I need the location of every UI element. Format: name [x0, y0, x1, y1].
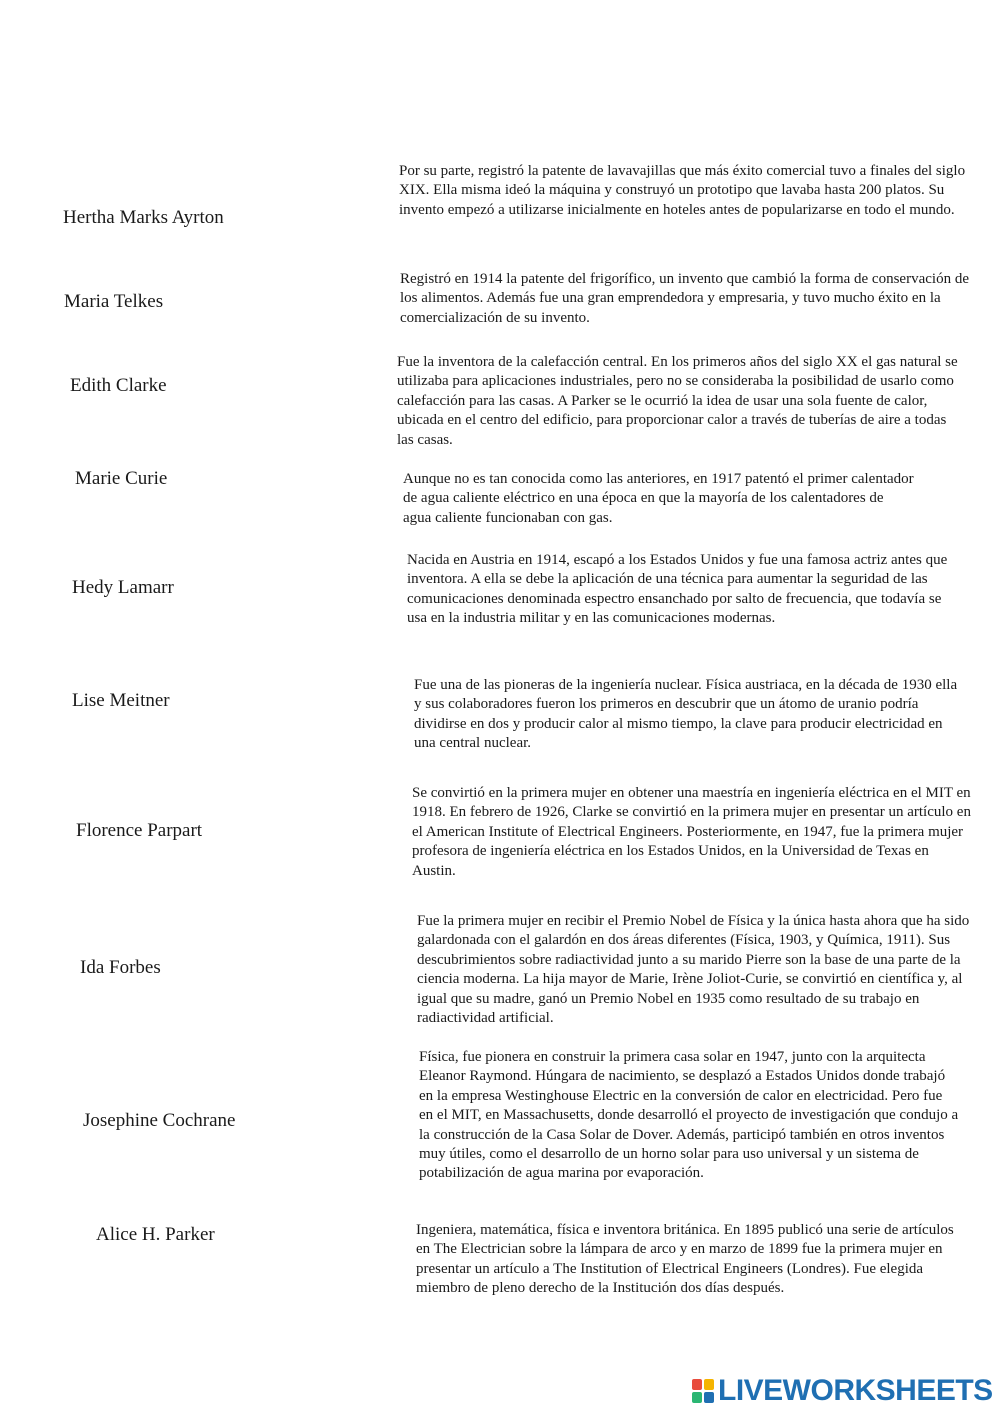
name-7[interactable]: Florence Parpart	[76, 820, 203, 841]
name-10[interactable]: Alice H. Parker	[96, 1224, 215, 1245]
description-2[interactable]: Registró en 1914 la patente del frigorífico, un invento que cambió la forma de conservación de los alimentos. Además fue una gran emprendedora y empresaria, y tuvo mucho éxito en la comercialización de su invento.	[400, 271, 969, 326]
name-2[interactable]: Maria Telkes	[64, 291, 164, 312]
description-9[interactable]: Física, fue pionera en construir la primera casa solar en 1947, junto con la arquitecta Eleanor Raymond. Húngara de nacimiento, se desplazó a Estados Unidos donde trabajó en la empresa Westinghouse Electric en la conversión de calor en electricidad. Pero fue en el MIT, en Massachusetts, donde desarrolló el proyecto de investigación que condujo a la construcción de la Casa Solar de Dover. Además, participó también en otros inventos muy útiles, como el desarrollo de un horno solar para uso universal y un sistema de potabilización de agua marina por evaporación.	[419, 1049, 959, 1182]
name-4[interactable]: Marie Curie	[75, 468, 168, 489]
description-3[interactable]: Fue la inventora de la calefacción central. En los primeros años del siglo XX el gas natural se utilizaba para aplicaciones industriales, pero no se consideraba la posibilidad de usarlo como calefacción para las casas. A Parker se le ocurrió la idea de usar una sola fuente de calor, ubicada en el centro del edificio, para proporcionar calor a través de tuberías de aire a todas las casas.	[397, 354, 958, 448]
name-9[interactable]: Josephine Cochrane	[83, 1110, 236, 1131]
description-10[interactable]: Ingeniera, matemática, física e inventora británica. En 1895 publicó una serie de artículos en The Electrician sobre la lámpara de arco y en marzo de 1899 fue la primera mujer en presentar un artículo a The Institution of Electrical Engineers (Londres). Fue elegida miembro de pleno derecho de la Institución dos días después.	[416, 1222, 954, 1297]
name-8[interactable]: Ida Forbes	[80, 957, 161, 978]
description-4[interactable]: Aunque no es tan conocida como las anteriores, en 1917 patentó el primer calentador de agua caliente eléctrico en una época en que la mayoría de los calentadores de agua caliente funcionaban con gas.	[403, 471, 914, 526]
logo-text: LIVEWORKSHEETS	[718, 1374, 993, 1407]
description-5[interactable]: Nacida en Austria en 1914, escapó a los Estados Unidos y fue una famosa actriz antes que inventora. A ella se debe la aplicación de una técnica para aumentar la seguridad de las comunicaciones denominada espectro ensanchado por salto de frecuencia, que todavía se usa en la industria militar y en las comunicaciones modernas.	[407, 552, 948, 627]
description-1[interactable]: Por su parte, registró la patente de lavavajillas que más éxito comercial tuvo a finales del siglo XIX. Ella misma ideó la máquina y construyó un prototipo que lavaba hasta 200 platos. Su invento empezó a utilizarse inicialmente en hoteles antes de popularizarse en todo el mundo.	[399, 163, 966, 218]
name-5[interactable]: Hedy Lamarr	[72, 577, 174, 598]
description-8[interactable]: Fue la primera mujer en recibir el Premio Nobel de Física y la única hasta ahora que ha sido galardonada con el galardón en dos áreas diferentes (Física, 1903, y Química, 1911). Sus descubrimientos sobre radiactividad junto a su marido Pierre son la base de una parte de la ciencia moderna. La hija mayor de Marie, Irène Joliot-Curie, se convirtió en científica y, al igual que su madre, ganó un Premio Nobel en 1935 como resultado de su trabajo en radiactividad artificial.	[417, 913, 970, 1027]
name-1[interactable]: Hertha Marks Ayrton	[63, 207, 224, 228]
name-6[interactable]: Lise Meitner	[72, 690, 170, 711]
description-6[interactable]: Fue una de las pioneras de la ingeniería nuclear. Física austriaca, en la década de 1930 ella y sus colaboradores fueron los primeros en descubrir que un átomo de uranio podría dividirse en dos y producir calor al mismo tiempo, la clave para producir electricidad en una central nuclear.	[414, 677, 958, 752]
name-3[interactable]: Edith Clarke	[70, 375, 167, 396]
liveworksheets-mark-icon	[692, 1379, 714, 1403]
liveworksheets-logo	[692, 1374, 993, 1408]
description-7[interactable]: Se convirtió en la primera mujer en obtener una maestría en ingeniería eléctrica en el MIT en 1918. En febrero de 1926, Clarke se convirtió en la primera mujer en presentar un artículo en el American Institute of Electrical Engineers. Posteriormente, en 1947, fue la primera mujer profesora de ingeniería eléctrica en los Estados Unidos, en la Universidad de Texas en Austin.	[412, 785, 971, 879]
